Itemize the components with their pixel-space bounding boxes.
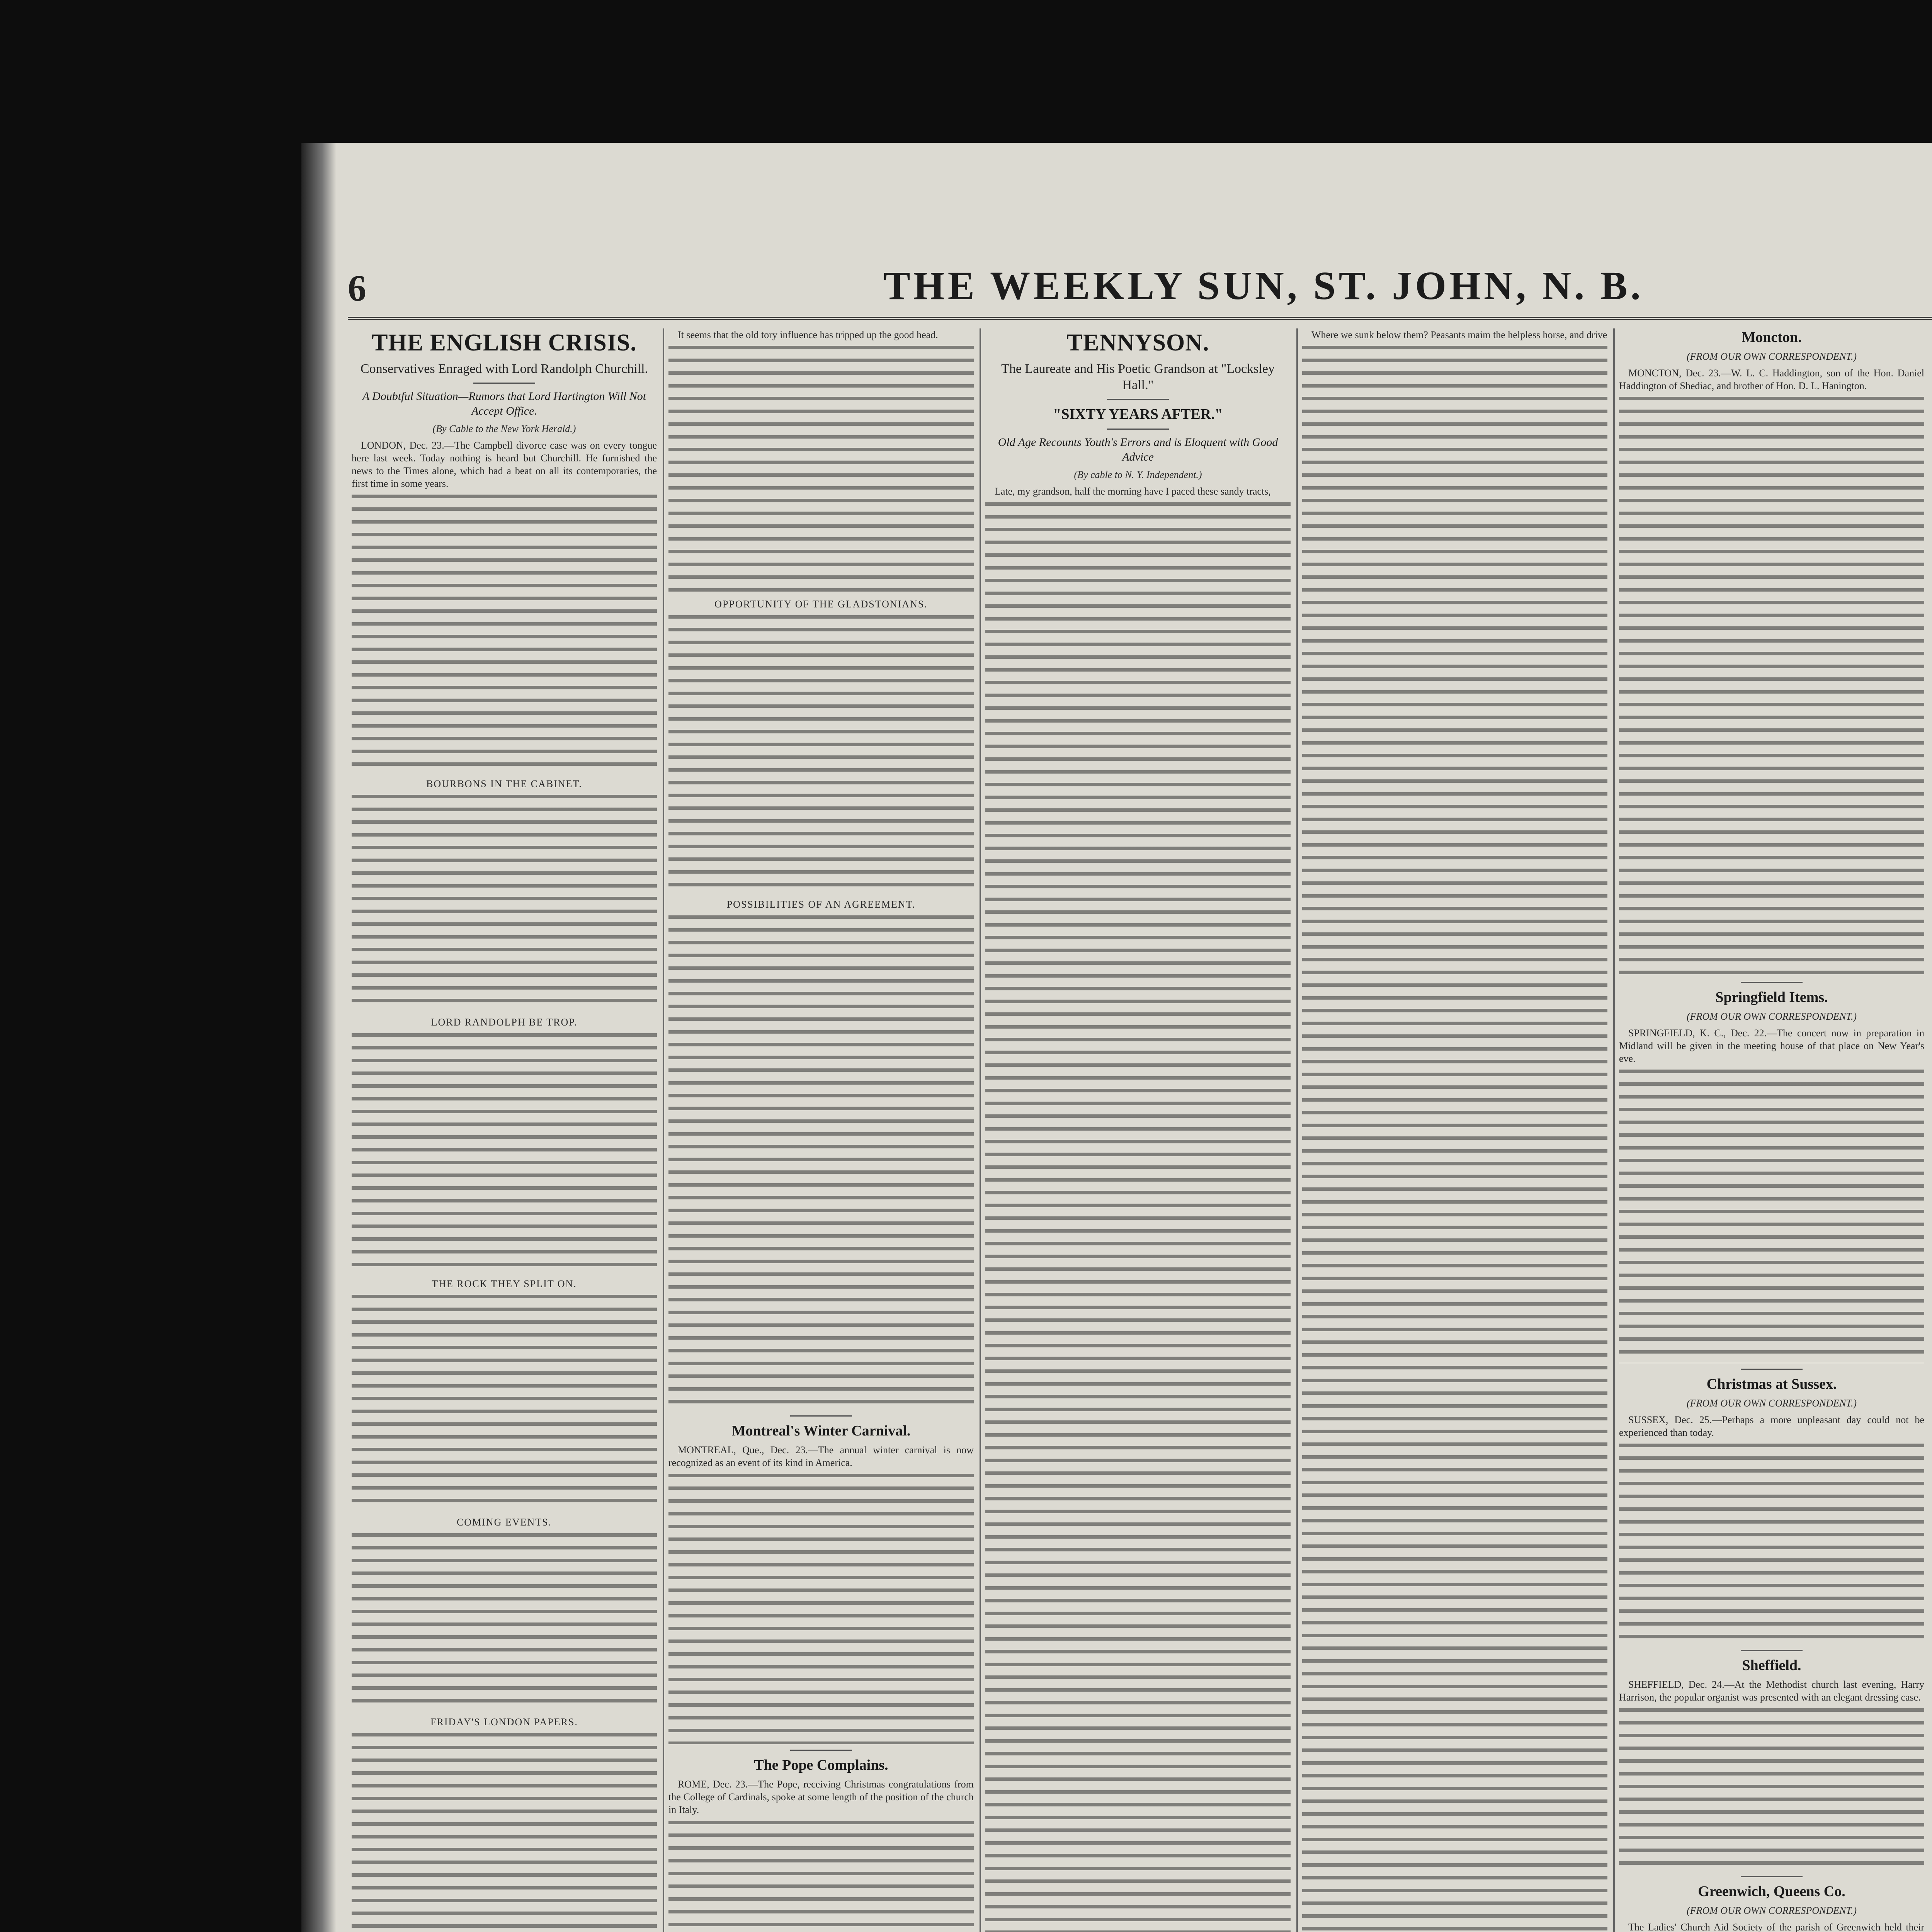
article-lead: SPRINGFIELD, K. C., Dec. 22.—The concert now in preparation in Midland will be given in the meeting house of that place on New Year's eve. bbox=[1619, 1027, 1924, 1064]
article-text-block bbox=[352, 495, 657, 773]
article-text-block bbox=[668, 1821, 974, 1932]
masthead bbox=[348, 263, 1932, 320]
article-text-block bbox=[1619, 1070, 1924, 1363]
divider bbox=[790, 1415, 852, 1417]
divider bbox=[1741, 1650, 1803, 1651]
column-rule bbox=[980, 328, 981, 1932]
column-rule bbox=[663, 328, 664, 1932]
article-dek: Conservatives Enraged with Lord Randolph Churchill. bbox=[360, 362, 648, 376]
article-headline: Greenwich, Queens Co. bbox=[1698, 1883, 1845, 1900]
poem-continued-line: Where we sunk below them? Peasants maim the helpless horse, and drive bbox=[1311, 329, 1607, 340]
column-3 bbox=[985, 328, 1291, 1932]
article-headline: The Pope Complains. bbox=[754, 1757, 888, 1773]
article-text-block bbox=[668, 1474, 974, 1744]
divider bbox=[1107, 399, 1169, 400]
section-subhead: BOURBONS IN THE CABINET. bbox=[426, 778, 582, 789]
article-lead: ROME, Dec. 23.—The Pope, receiving Christmas congratulations from the College of Cardinals, spoke at some length of the position of the church in Italy. bbox=[668, 1779, 974, 1815]
correspondent-note: (FROM OUR OWN CORRESPONDENT.) bbox=[1686, 1398, 1857, 1409]
article-lead: The Ladies' Church Aid Society of the parish of Greenwich held their bbox=[1628, 1922, 1924, 1932]
correspondent-note: (FROM OUR OWN CORRESPONDENT.) bbox=[1686, 351, 1857, 362]
article-headline: Montreal's Winter Carnival. bbox=[731, 1423, 911, 1439]
article-text-block bbox=[352, 1733, 657, 1932]
article-text-block bbox=[1619, 1444, 1924, 1645]
article-text-block bbox=[668, 346, 974, 593]
divider bbox=[790, 1750, 852, 1751]
divider bbox=[1741, 1369, 1803, 1370]
poem-title: "SIXTY YEARS AFTER." bbox=[1053, 406, 1223, 422]
article-lead: It seems that the old tory influence has tripped up the good head. bbox=[678, 329, 938, 340]
column-rule bbox=[1613, 328, 1615, 1932]
section-subhead: THE ROCK THEY SPLIT ON. bbox=[432, 1278, 577, 1289]
article-lead: MONTREAL, Que., Dec. 23.—The annual winter carnival is now recognized as an event of its kind in America. bbox=[668, 1444, 974, 1468]
article-subdek: Old Age Recounts Youth's Errors and is Eloquent with Good Advice bbox=[998, 436, 1278, 463]
correspondent-note: (FROM OUR OWN CORRESPONDENT.) bbox=[1686, 1905, 1857, 1916]
poem-first-line: Late, my grandson, half the morning have I paced these sandy tracts, bbox=[995, 486, 1271, 497]
article-subdek: A Doubtful Situation—Rumors that Lord Hartington Will Not Accept Office. bbox=[362, 390, 646, 417]
article-lead: SUSSEX, Dec. 25.—Perhaps a more unpleasant day could not be experienced than today. bbox=[1619, 1414, 1924, 1438]
divider bbox=[1741, 982, 1803, 983]
article-headline: Sheffield. bbox=[1742, 1657, 1801, 1673]
column-5 bbox=[1619, 328, 1924, 1932]
article-headline: TENNYSON. bbox=[1066, 330, 1209, 356]
article-dek: The Laureate and His Poetic Grandson at "Locksley Hall." bbox=[1001, 362, 1275, 392]
article-headline: Springfield Items. bbox=[1715, 989, 1828, 1005]
newspaper-page bbox=[301, 143, 1932, 1932]
article-byline: (By cable to N. Y. Independent.) bbox=[1074, 469, 1202, 480]
section-subhead: OPPORTUNITY OF THE GLADSTONIANS. bbox=[714, 599, 928, 610]
article-byline: (By Cable to the New York Herald.) bbox=[432, 423, 576, 434]
poem-text-block bbox=[1302, 346, 1607, 1932]
article-lead: MONCTON, Dec. 23.—W. L. C. Haddington, son of the Hon. Daniel Haddington of Shediac, and brother of Hon. D. L. Hanington. bbox=[1619, 367, 1924, 391]
article-lead: LONDON, Dec. 23.—The Campbell divorce case was on every tongue here last week. Today nothing is heard but Churchill. He furnished the news to the Times alone, which had a beat on all its contemporaries, the first time in some years. bbox=[352, 440, 657, 489]
article-text-block bbox=[352, 1295, 657, 1511]
column-rule bbox=[1296, 328, 1298, 1932]
article-text-block bbox=[1619, 1708, 1924, 1871]
article-text-block bbox=[352, 795, 657, 1011]
section-subhead: POSSIBILITIES OF AN AGREEMENT. bbox=[726, 899, 916, 910]
article-text-block bbox=[668, 615, 974, 893]
article-text-block bbox=[352, 1533, 657, 1711]
section-subhead: LORD RANDOLPH BE TROP. bbox=[431, 1017, 578, 1028]
article-text-block bbox=[352, 1033, 657, 1273]
article-text-block bbox=[668, 915, 974, 1410]
column-1 bbox=[352, 328, 657, 1932]
article-headline: Moncton. bbox=[1742, 329, 1802, 345]
divider bbox=[1741, 1876, 1803, 1877]
article-text-block bbox=[1619, 397, 1924, 976]
section-subhead: FRIDAY'S LONDON PAPERS. bbox=[430, 1716, 578, 1728]
section-subhead: COMING EVENTS. bbox=[456, 1517, 552, 1528]
page-number: 6 bbox=[348, 267, 366, 309]
column-4 bbox=[1302, 328, 1607, 1932]
divider bbox=[1107, 429, 1169, 430]
article-lead: SHEFFIELD, Dec. 24.—At the Methodist church last evening, Harry Harrison, the popular organist was presented with an elegant dressing case. bbox=[1619, 1679, 1924, 1703]
column-2 bbox=[668, 328, 974, 1932]
article-headline: THE ENGLISH CRISIS. bbox=[372, 330, 637, 356]
article-headline: Christmas at Sussex. bbox=[1706, 1376, 1837, 1392]
correspondent-note: (FROM OUR OWN CORRESPONDENT.) bbox=[1686, 1011, 1857, 1022]
poem-text-block bbox=[985, 502, 1291, 1932]
newspaper-title: THE WEEKLY SUN, ST. JOHN, N. B. bbox=[883, 264, 1644, 308]
divider bbox=[473, 383, 535, 384]
